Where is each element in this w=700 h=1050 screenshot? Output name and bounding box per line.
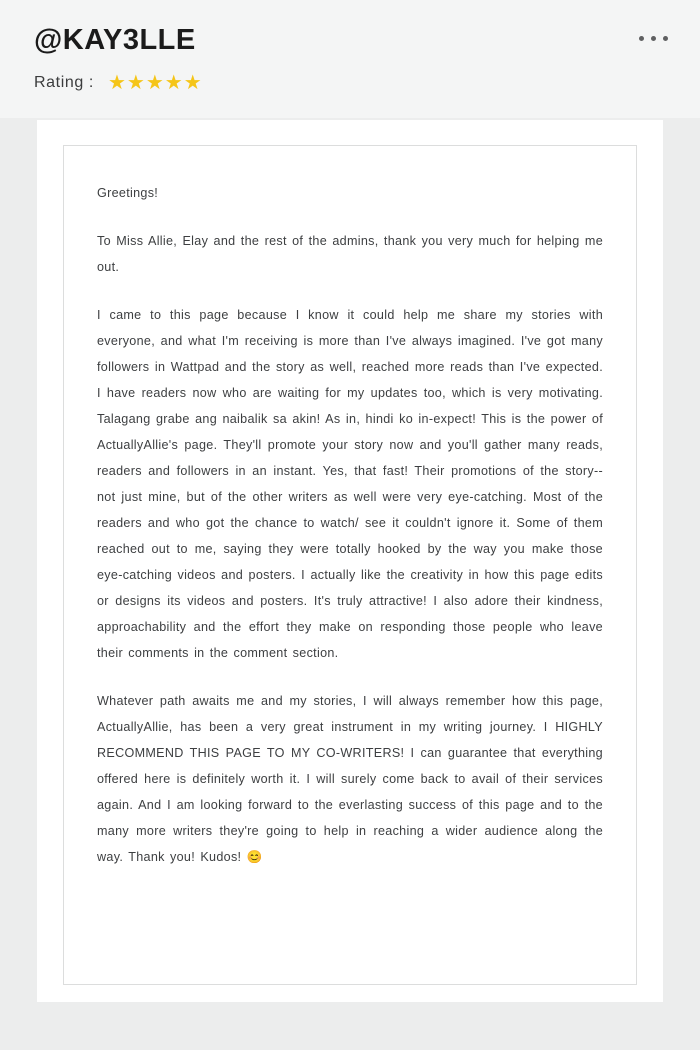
dot — [639, 36, 644, 41]
rating-stars — [108, 73, 202, 93]
review-text — [64, 146, 636, 890]
rating-row — [34, 73, 670, 93]
paragraph-greeting: Greetings! — [97, 186, 159, 200]
dot — [663, 36, 668, 41]
star-icon: ★ — [164, 72, 183, 94]
paragraph-experience: I came to this page because I know it could help me share my stories with everyone, and what I'm receiving is more than I've always imagined. I've got many followers in Wattpad and the story as well, reached more reads than I've expected. I have readers now who are waiting for my updates too, which is very motivating. Talagang grabe ang naibalik sa akin! As in, hindi ko in-expect! This is the power of ActuallyAllie's page. They'll promote your story now and you'll gather many reads, readers and followers in an instant. Yes, that fast! Their promotions of the story--not just mine, but of the other writers as well were very eye-catching. Most of the readers and who got the chance to watch/ see it couldn't ignore it. Some of them reached out to me, saying they were totally hooked by the way you make those eye-catching videos and posters. I actually like the creativity in how this page edits or designs its videos and posters. It's truly attractive! I also adore their kindness, approachability and the effort they make on responding those people who leave their comments in the comment section. — [97, 308, 603, 660]
star-icon: ★ — [107, 72, 126, 94]
profile-header — [0, 0, 700, 118]
star-icon: ★ — [126, 72, 145, 94]
star-icon: ★ — [145, 72, 164, 94]
dot — [651, 36, 656, 41]
review-card — [37, 120, 663, 1002]
paragraph-closing: Whatever path awaits me and my stories, I will always remember how this page, ActuallyAllie, has been a very great instrument in my writing journey. I HIGHLY RECOMMEND THIS PAGE TO MY CO-WRITERS! I can guarantee that everything offered here is definitely worth it. I will surely come back to avail of their services again. And I am looking forward to the everlasting success of this page and to the many more writers they're going to help in reaching a wider audience along the way. Thank you! Kudos! 😊 — [97, 694, 603, 864]
paragraph-thanks: To Miss Allie, Elay and the rest of the admins, thank you very much for helping me out. — [97, 234, 603, 274]
page-title: @KAY3LLE — [34, 24, 196, 56]
star-icon: ★ — [183, 72, 202, 94]
more-horizontal-icon[interactable] — [639, 36, 668, 41]
review-card-frame — [63, 145, 637, 985]
rating-label: Rating : — [34, 74, 94, 91]
